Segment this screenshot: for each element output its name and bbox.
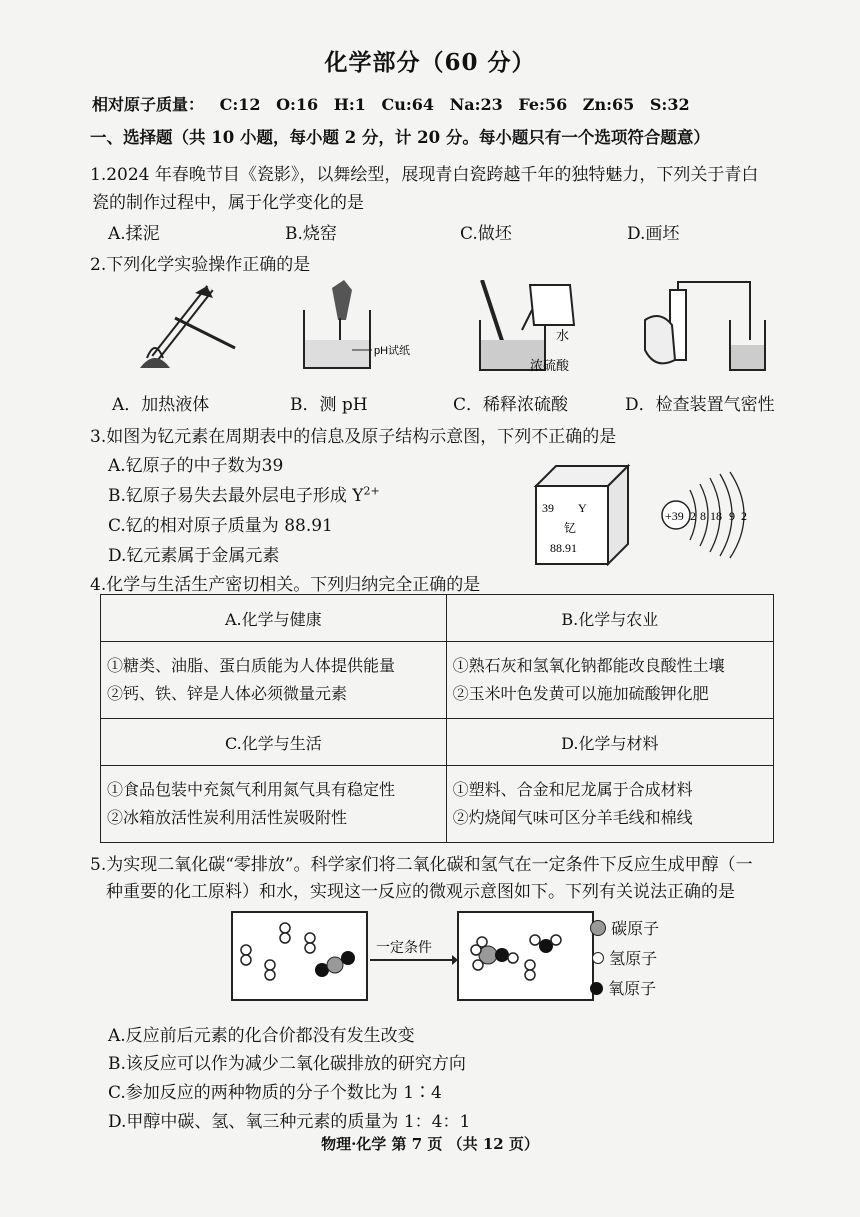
option-a-line2: ②钙、铁、锌是人体必须微量元素 bbox=[107, 684, 348, 703]
atomic-mass-item: C:12 bbox=[219, 95, 261, 114]
hydrogen-atom-icon bbox=[592, 952, 604, 964]
option-b-content bbox=[446, 642, 773, 719]
option-d-line2: ②灼烧闻气味可区分羊毛线和棉线 bbox=[452, 808, 693, 827]
acid-label: 浓硫酸 bbox=[530, 359, 570, 374]
reaction-condition-label: 一定条件 bbox=[376, 940, 432, 956]
atomic-mass-line bbox=[92, 92, 700, 115]
reaction-diagram bbox=[230, 910, 610, 1005]
element-name: 钇 bbox=[564, 521, 577, 535]
periodic-cell-figure bbox=[528, 460, 638, 570]
q1-option-c[interactable]: C.做坯 bbox=[460, 224, 512, 244]
q2-option-a[interactable]: A．加热液体 bbox=[112, 395, 210, 415]
atomic-mass-item: S:32 bbox=[649, 95, 690, 114]
atomic-number: 39 bbox=[542, 501, 554, 515]
q3-option-c[interactable]: C.钇的相对原子质量为 88.91 bbox=[108, 516, 333, 536]
option-d-line1: ①塑料、合金和尼龙属于合成材料 bbox=[452, 780, 693, 799]
q1-option-a[interactable]: A.揉泥 bbox=[108, 224, 160, 244]
legend-carbon-label: 碳原子 bbox=[611, 919, 660, 938]
option-c-line1: ①食品包装中充氮气利用氮气具有稳定性 bbox=[107, 780, 396, 799]
atom-structure-figure bbox=[656, 470, 766, 560]
q5-stem-line2: 种重要的化工原料）和水，实现这一反应的微观示意图如下。下列有关说法正确的是 bbox=[106, 882, 735, 902]
option-c-content bbox=[101, 766, 447, 843]
q2-option-b[interactable]: B．测 pH bbox=[290, 395, 368, 415]
atomic-mass-item: Zn:65 bbox=[582, 95, 635, 114]
page-title: 化学部分（60 分） bbox=[324, 49, 536, 76]
element-symbol: Y bbox=[578, 501, 587, 515]
q5-stem-line1: 5.为实现二氧化碳“零排放”。科学家们将二氧化碳和氢气在一定条件下反应生成甲醇（一 bbox=[90, 855, 753, 875]
section-heading: 一、选择题（共 10 小题，每小题 2 分，计 20 分。每小题只有一个选项符合题意） bbox=[90, 128, 710, 147]
option-b-line1: ①熟石灰和氢氧化钠都能改良酸性土壤 bbox=[452, 656, 725, 675]
q1-stem-line2: 瓷的制作过程中，属于化学变化的是 bbox=[92, 193, 364, 213]
q2-stem: 2.下列化学实验操作正确的是 bbox=[90, 255, 311, 275]
q3-option-b-text: B.钇原子易失去最外层电子形成 Y bbox=[108, 486, 364, 506]
atomic-mass-label: 相对原子质量： bbox=[92, 95, 205, 114]
oxygen-atom-icon bbox=[590, 982, 603, 995]
atomic-mass-item: Na:23 bbox=[449, 95, 503, 114]
legend-carbon bbox=[590, 916, 659, 939]
q4-stem: 4.化学与生活生产密切相关。下列归纳完全正确的是 bbox=[90, 575, 481, 595]
shell-electrons: 2 bbox=[690, 509, 696, 523]
legend-hydrogen-label: 氢原子 bbox=[609, 949, 658, 968]
ph-paper-label: pH试纸 bbox=[374, 345, 411, 357]
legend-oxygen-label: 氧原子 bbox=[608, 979, 657, 998]
atomic-mass-item: Cu:64 bbox=[381, 95, 435, 114]
q3-option-d[interactable]: D.钇元素属于金属元素 bbox=[108, 546, 280, 566]
legend-oxygen bbox=[590, 976, 656, 999]
ph-test-figure bbox=[292, 280, 432, 375]
q5-option-c[interactable]: C.参加反应的两种物质的分子个数比为 1∶4 bbox=[108, 1083, 442, 1103]
option-c-heading[interactable]: C.化学与生活 bbox=[101, 719, 447, 766]
q2-option-d[interactable]: D．检查装置气密性 bbox=[625, 395, 775, 415]
option-a-heading[interactable]: A.化学与健康 bbox=[101, 595, 447, 642]
q3-stem: 3.如图为钇元素在周期表中的信息及原子结构示意图，下列不正确的是 bbox=[90, 427, 617, 447]
option-b-heading[interactable]: B.化学与农业 bbox=[446, 595, 773, 642]
q1-option-b[interactable]: B.烧窑 bbox=[285, 224, 337, 244]
page-footer: 物理·化学 第 7 页 （共 12 页） bbox=[321, 1135, 539, 1153]
q5-option-b[interactable]: B.该反应可以作为减少二氧化碳排放的研究方向 bbox=[108, 1054, 466, 1074]
heating-liquid-figure bbox=[135, 278, 245, 378]
q4-table bbox=[100, 594, 774, 843]
dilute-acid-figure bbox=[470, 280, 610, 375]
shell-electrons: 2 bbox=[741, 509, 747, 523]
atomic-mass-item: Fe:56 bbox=[518, 95, 568, 114]
shell-electrons: 8 bbox=[700, 509, 706, 523]
atomic-mass-value: 88.91 bbox=[550, 541, 577, 555]
ion-charge: 2+ bbox=[363, 484, 380, 498]
airtightness-figure bbox=[640, 280, 770, 375]
shell-electrons: 9 bbox=[729, 509, 735, 523]
option-d-content bbox=[446, 766, 773, 843]
q3-option-b[interactable] bbox=[108, 481, 380, 506]
option-b-line2: ②玉米叶色发黄可以施加硫酸钾化肥 bbox=[452, 684, 709, 703]
option-a-line1: ①糖类、油脂、蛋白质能为人体提供能量 bbox=[107, 656, 396, 675]
q5-option-a[interactable]: A.反应前后元素的化合价都没有发生改变 bbox=[108, 1026, 415, 1046]
q2-option-c[interactable]: C．稀释浓硫酸 bbox=[453, 395, 569, 415]
shell-electrons: 18 bbox=[710, 509, 722, 523]
q1-option-d[interactable]: D.画坯 bbox=[627, 224, 680, 244]
atomic-mass-item: O:16 bbox=[276, 95, 319, 114]
option-d-heading[interactable]: D.化学与材料 bbox=[446, 719, 773, 766]
water-label: 水 bbox=[556, 329, 570, 344]
carbon-atom-icon bbox=[590, 920, 606, 936]
option-a-content bbox=[101, 642, 447, 719]
nucleus-charge: +39 bbox=[665, 509, 684, 523]
atomic-mass-item: H:1 bbox=[333, 95, 366, 114]
q3-option-a[interactable]: A.钇原子的中子数为39 bbox=[108, 456, 284, 476]
q5-option-d[interactable]: D.甲醇中碳、氢、氧三种元素的质量为 1：4：1 bbox=[108, 1112, 471, 1132]
q1-stem-line1: 1.2024 年春晚节目《瓷影》，以舞绘型，展现青白瓷跨越千年的独特魅力，下列关于青白 bbox=[90, 165, 759, 185]
option-c-line2: ②冰箱放活性炭利用活性炭吸附性 bbox=[107, 808, 348, 827]
legend-hydrogen bbox=[592, 946, 657, 969]
